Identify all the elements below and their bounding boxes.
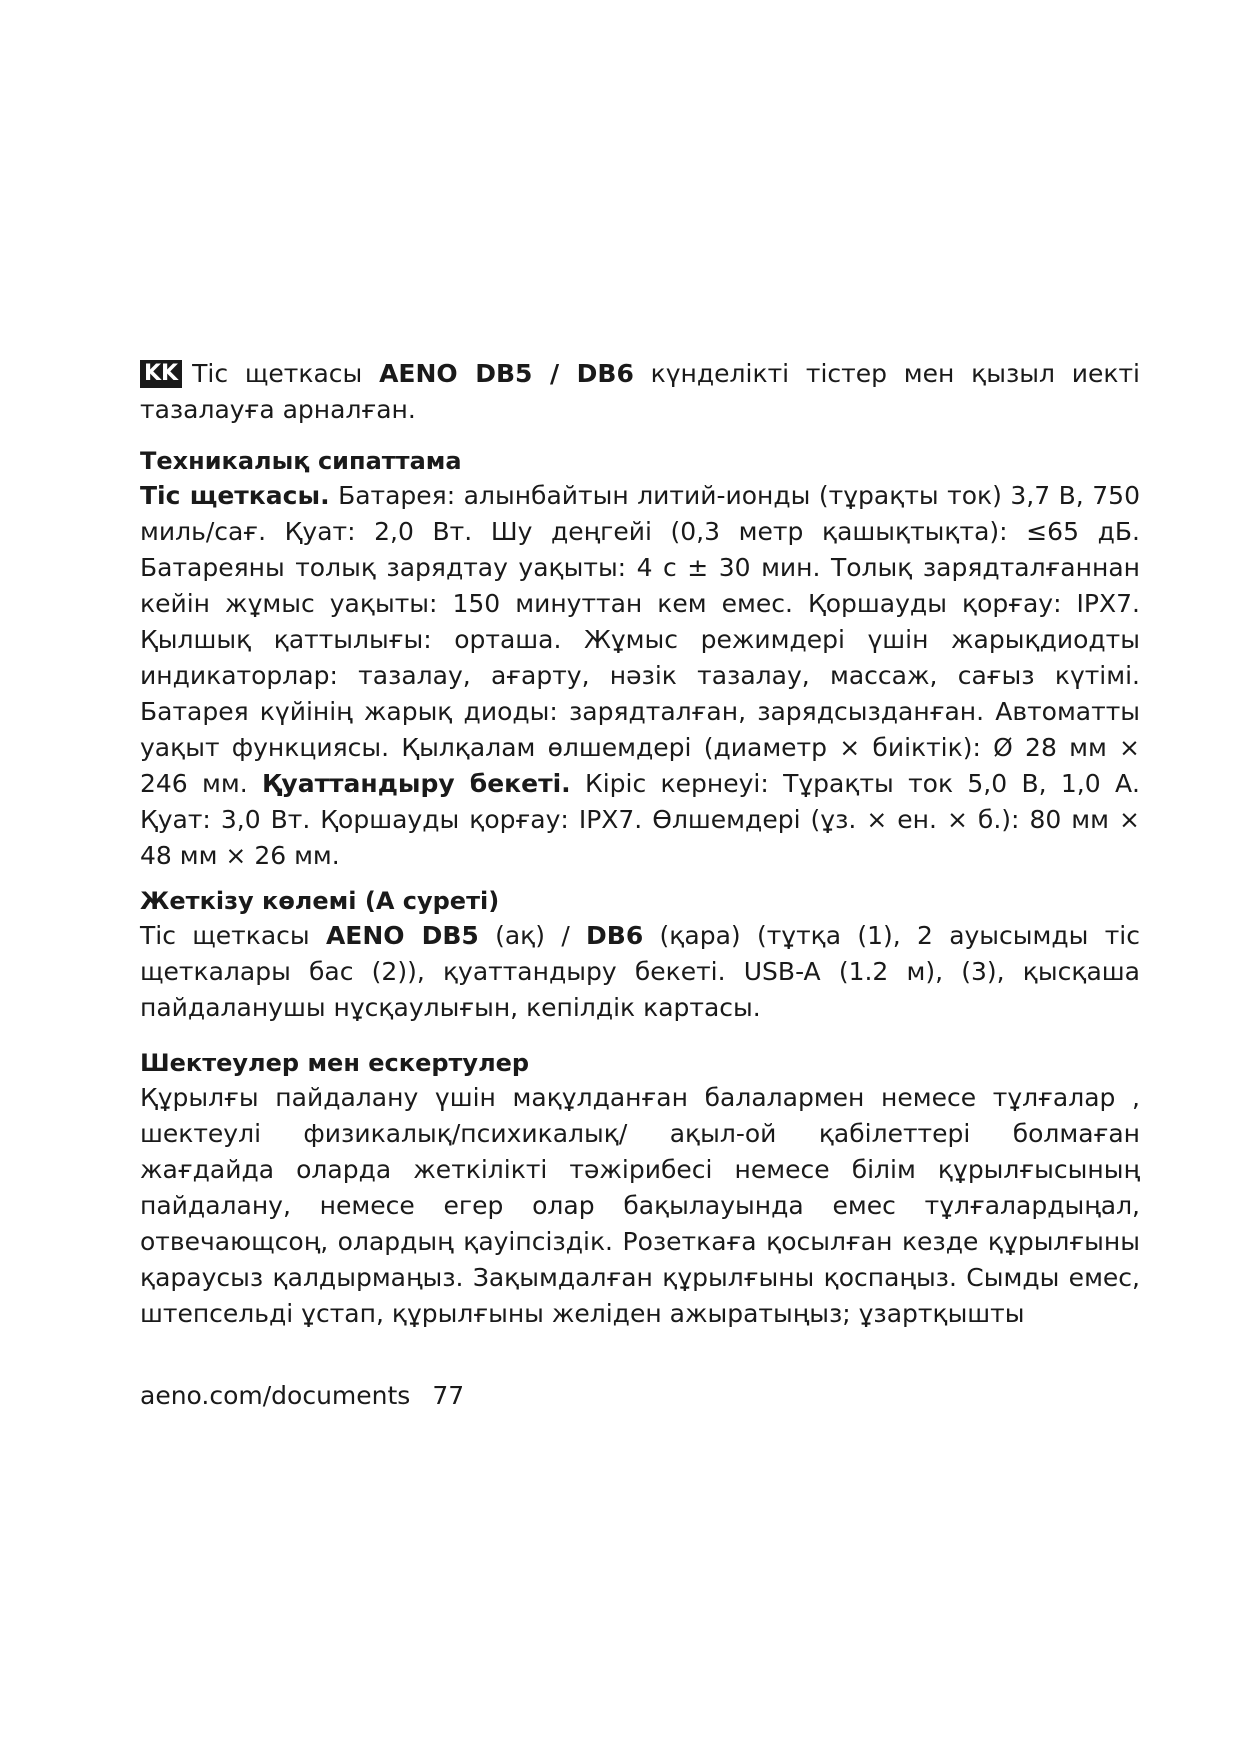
intro-paragraph bbox=[140, 356, 1140, 428]
scope-model-1: AENO DB5 bbox=[325, 921, 479, 950]
intro-text-1: Тіс щеткасы bbox=[192, 359, 380, 388]
tech-specs-paragraph bbox=[140, 478, 1140, 874]
language-badge: KK bbox=[140, 360, 182, 388]
page-footer bbox=[140, 1378, 464, 1414]
charging-station-label: Қуаттандыру бекеті. bbox=[262, 769, 571, 798]
scope-text-1: Тіс щеткасы bbox=[140, 921, 326, 950]
scope-text-3: (қара) (тұтқа (1), 2 ауысымды тіс щеткалары бас (2)), қуаттандыру бекеті. USB-A (1.2 м), (3), қысқаша пайдаланушы нұсқаулығын, кепілдік картасы. bbox=[140, 921, 1140, 1022]
limitations-paragraph: Құрылғы пайдалану үшін мақұлданған балалармен немесе тұлғалар , шектеулі физикалық/психикалық/ ақыл-ой қабілеттері болмаған жағдайда оларда жеткілікті тәжірибесі немесе білім құрылғысының пайдалану, немесе егер олар бақылауында емес тұлғалардыңал, отвечающсоң, олардың қауіпсіздік. Розеткаға қосылған кезде құрылғыны қараусыз қалдырмаңыз. Зақымдалған құрылғыны қоспаңыз. Сымды емес, штепсельді ұстап, құрылғыны желіден ажыратыңыз; ұзартқышты bbox=[140, 1083, 1140, 1328]
scope-model-2: DB6 bbox=[586, 921, 644, 950]
intro-text-2: күнделікті тістер мен қызыл иекті тазалауға арналған. bbox=[140, 359, 1141, 424]
page-number: 77 bbox=[432, 1381, 465, 1410]
charging-station-specs: Кіріс кернеуі: Тұрақты ток 5,0 В, 1,0 А. Қуат: 3,0 Вт. Қоршауды қорғау: IPX7. Өлшемдері (ұз. × ен. × б.): 80 мм × 48 мм × 26 мм. bbox=[140, 769, 1140, 870]
limitations-heading: Шектеулер мен ескертулер bbox=[140, 1049, 530, 1077]
tech-specs-heading: Техникалық сипаттама bbox=[140, 447, 462, 475]
toothbrush-specs: Батарея: алынбайтын литий-ионды (тұрақты ток) 3,7 В, 750 миль/сағ. Қуат: 2,0 Вт. Шу деңгейі (0,3 метр қашықтықта): ≤65 дБ. Батареяны толық зарядтау уақыты: 4 с ± 30 мин. Толық зарядталғаннан кейін жұмыс уақыты: 150 минуттан кем емес. Қоршауды қорғау: IPX7. Қылшық қаттылығы: орташа. Жұмыс режимдері үшін жарықдиодты индикаторлар: тазалау, ағарту, нәзік тазалау, массаж, сағыз күтімі. Батарея күйінің жарық диоды: зарядталған, зарядсызданған. Автоматты уақыт функциясы. Қылқалам өлшемдері (диаметр × биіктік): Ø 28 мм × 246 мм. bbox=[140, 481, 1140, 798]
delivery-scope-paragraph bbox=[140, 918, 1140, 1026]
footer-url: aeno.com/documents bbox=[140, 1381, 411, 1410]
toothbrush-label: Тіс щеткасы. bbox=[140, 481, 330, 510]
delivery-scope-heading: Жеткізу көлемі (А суреті) bbox=[140, 887, 500, 915]
scope-text-2: (ақ) / bbox=[478, 921, 587, 950]
intro-brand: AENO DB5 / DB6 bbox=[379, 359, 634, 388]
document-page bbox=[140, 356, 1140, 1332]
